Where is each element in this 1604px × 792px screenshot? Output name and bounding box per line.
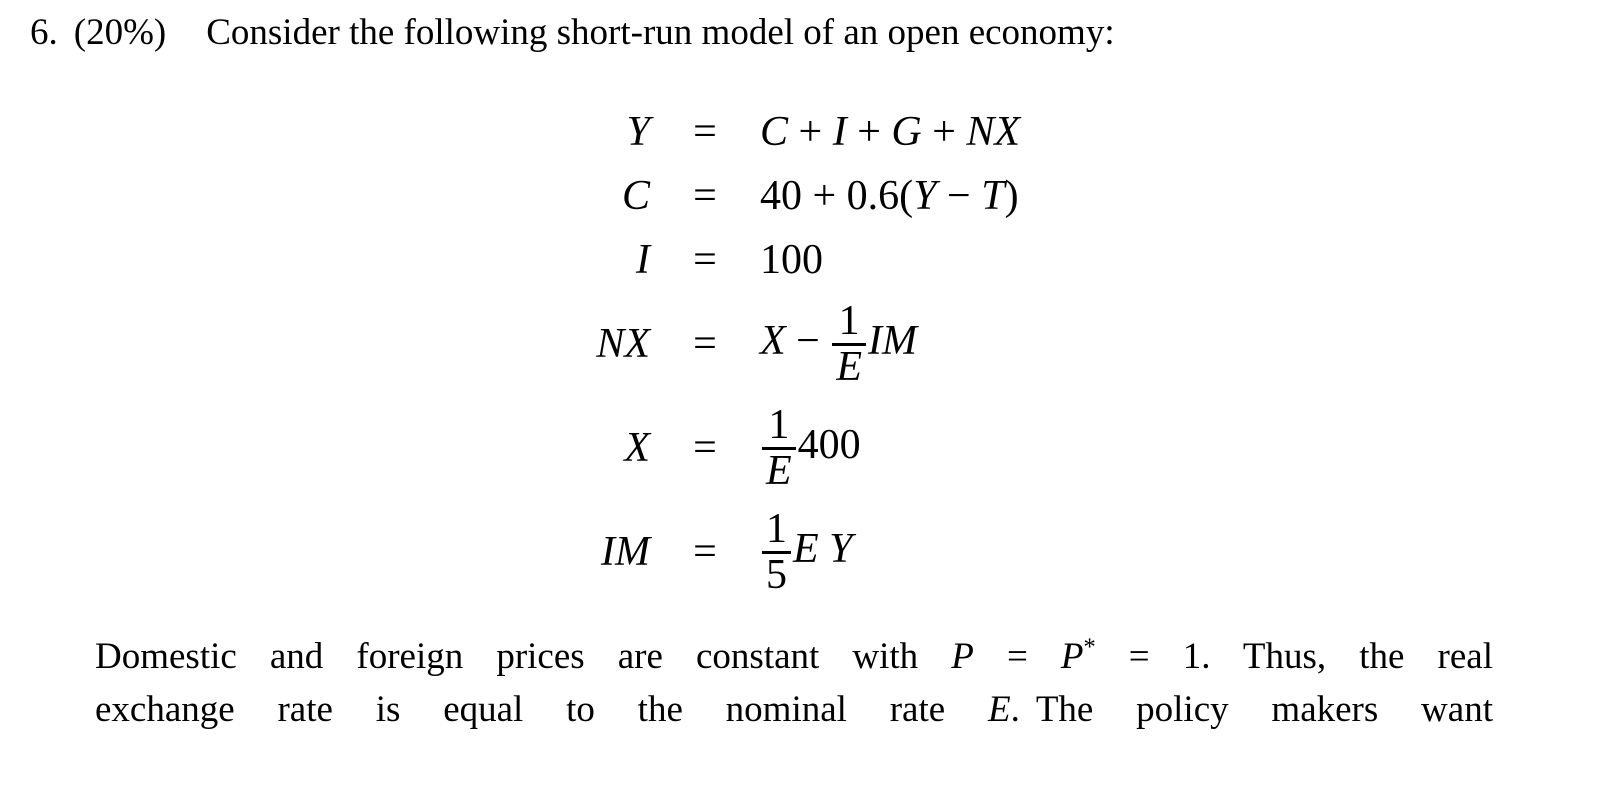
equation-row-X: [450, 396, 1020, 500]
equals-sign: =: [693, 529, 717, 575]
math-token: +: [846, 109, 892, 155]
equation-lhs: I: [636, 237, 650, 283]
math-token: +: [788, 109, 833, 155]
paragraph-line-2: [95, 683, 1493, 736]
math-token: Y: [913, 173, 937, 219]
math-token: G: [891, 109, 922, 155]
fraction-numerator: 1: [766, 505, 787, 552]
math-token: ): [1004, 173, 1019, 219]
equation-lhs: C: [621, 173, 650, 219]
equation-lhs: IM: [601, 529, 650, 575]
text-token: = 1. Thus, the real: [1095, 636, 1493, 677]
equation-rhs: [760, 108, 1020, 156]
equals-sign: =: [693, 425, 717, 471]
fraction-denominator: E: [762, 447, 796, 493]
math-token: I: [832, 109, 847, 155]
equals-sign: =: [693, 109, 717, 155]
equation-row-NX: [450, 292, 1020, 396]
math-var-P: P: [1060, 636, 1084, 677]
equals-sign: =: [693, 173, 717, 219]
math-token: −: [785, 317, 831, 364]
math-token: 400: [797, 421, 861, 468]
fraction-numerator: 1: [768, 401, 790, 448]
equals-sign: =: [693, 237, 717, 283]
math-token: IM: [868, 317, 917, 364]
math-var-E: E: [987, 689, 1011, 730]
equation-row-IM: [450, 500, 1020, 604]
math-token: 40 + 0.6(: [760, 173, 914, 219]
math-token: C: [760, 109, 789, 155]
text-token: Domestic and foreign prices are constant with: [95, 636, 952, 677]
equation-rhs: [760, 236, 823, 284]
problem-number: 6.: [30, 12, 58, 53]
equation-block: [450, 100, 1020, 604]
math-token: X: [760, 317, 786, 364]
math-token: 100: [760, 237, 823, 283]
equation-rhs: [760, 401, 861, 494]
problem-header: [30, 8, 1115, 58]
math-token: T: [981, 173, 1005, 219]
math-token: +: [921, 109, 967, 155]
equation-rhs: [760, 297, 917, 390]
fraction-numerator: 1: [838, 297, 860, 344]
equation-rhs: [760, 505, 853, 598]
superscript-star: *: [1083, 633, 1096, 661]
fraction-denominator: E: [832, 343, 866, 389]
equation-lhs: NX: [596, 321, 650, 367]
equation-rhs: [760, 172, 1019, 220]
fraction: [832, 297, 866, 390]
equation-row-I: [450, 228, 1020, 292]
body-paragraph: [95, 630, 1493, 736]
equation-row-C: [450, 164, 1020, 228]
math-var-P: P: [951, 636, 974, 677]
text-token: =: [973, 636, 1061, 677]
text-token: exchange rate is equal to the nominal rate: [95, 689, 988, 730]
equation-row-Y: [450, 100, 1020, 164]
math-token: NX: [966, 109, 1021, 155]
problem-prompt: Consider the following short-run model of an open economy:: [206, 12, 1115, 53]
fraction-denominator: 5: [762, 551, 791, 597]
paragraph-line-1: [95, 630, 1493, 683]
fraction: [762, 505, 791, 598]
equation-lhs: Y: [626, 109, 650, 155]
problem-points: (20%): [73, 12, 167, 53]
fraction: [762, 401, 796, 494]
equation-lhs: X: [624, 425, 650, 471]
math-token: −: [936, 173, 982, 219]
text-token: .: [1010, 689, 1020, 730]
text-token: The policy makers want: [1035, 689, 1493, 730]
math-token: E Y: [793, 525, 853, 572]
equals-sign: =: [693, 321, 717, 367]
